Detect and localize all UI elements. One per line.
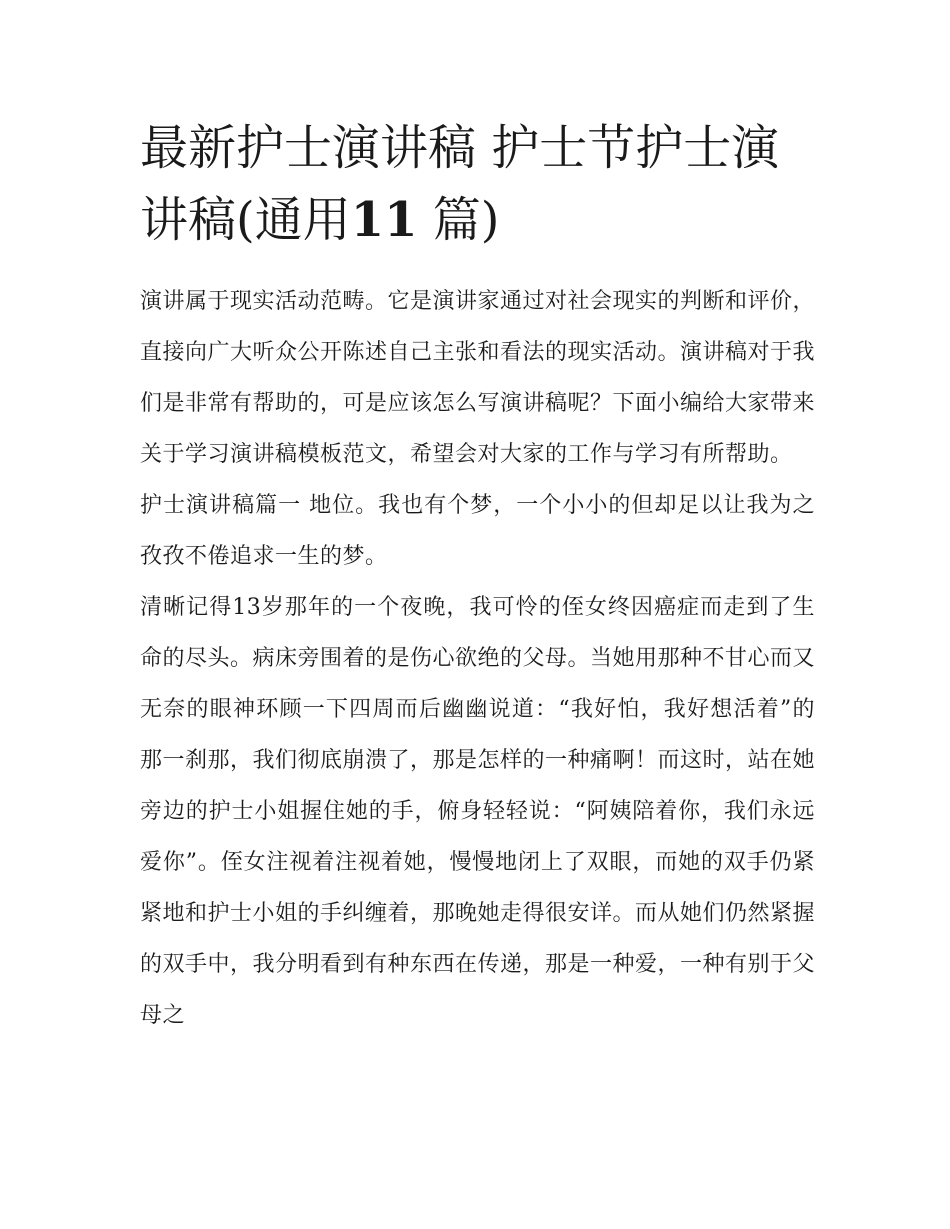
paragraph-section-one: 护士演讲稿篇一 地位。我也有个梦，一个小小的但却足以让我为之孜孜不倦追求一生的梦。 bbox=[140, 493, 815, 569]
title-number: 11 bbox=[350, 192, 418, 248]
title-text-part2: 篇) bbox=[432, 192, 500, 248]
document-body bbox=[140, 276, 815, 1041]
paragraph-intro: 演讲属于现实活动范畴。它是演讲家通过对社会现实的判断和评价，直接向广大听众公开陈述自己主张和看法的现实活动。演讲稿对于我们是非常有帮助的，可是应该怎么写演讲稿呢？下面小编给大家带来关于学习演讲稿模板范文，希望会对大家的工作与学习有所帮助。 bbox=[140, 289, 816, 467]
title-text-part1: 最新护士演讲稿 护士节护士演讲稿(通用 bbox=[140, 120, 780, 248]
document-title bbox=[140, 112, 820, 256]
paragraph-story: 清晰记得13岁那年的一个夜晚，我可怜的侄女终因癌症而走到了生命的尽头。病床旁围着的是伤心欲绝的父母。当她用那种不甘心而又无奈的眼神环顾一下四周而后幽幽说道：“我好怕，我好想活着”的那一刹那，我们彻底崩溃了，那是怎样的一种痛啊！而这时，站在她旁边的护士小姐握住她的手，俯身轻轻说：“阿姨陪着你，我们永远爱你”。侄女注视着注视着她，慢慢地闭上了双眼，而她的双手仍紧紧地和护士小姐的手纠缠着，那晚她走得很安详。而从她们仍然紧握的双手中，我分明看到有种东西在传递，那是一种爱，一种有别于父母之 bbox=[140, 595, 816, 1028]
